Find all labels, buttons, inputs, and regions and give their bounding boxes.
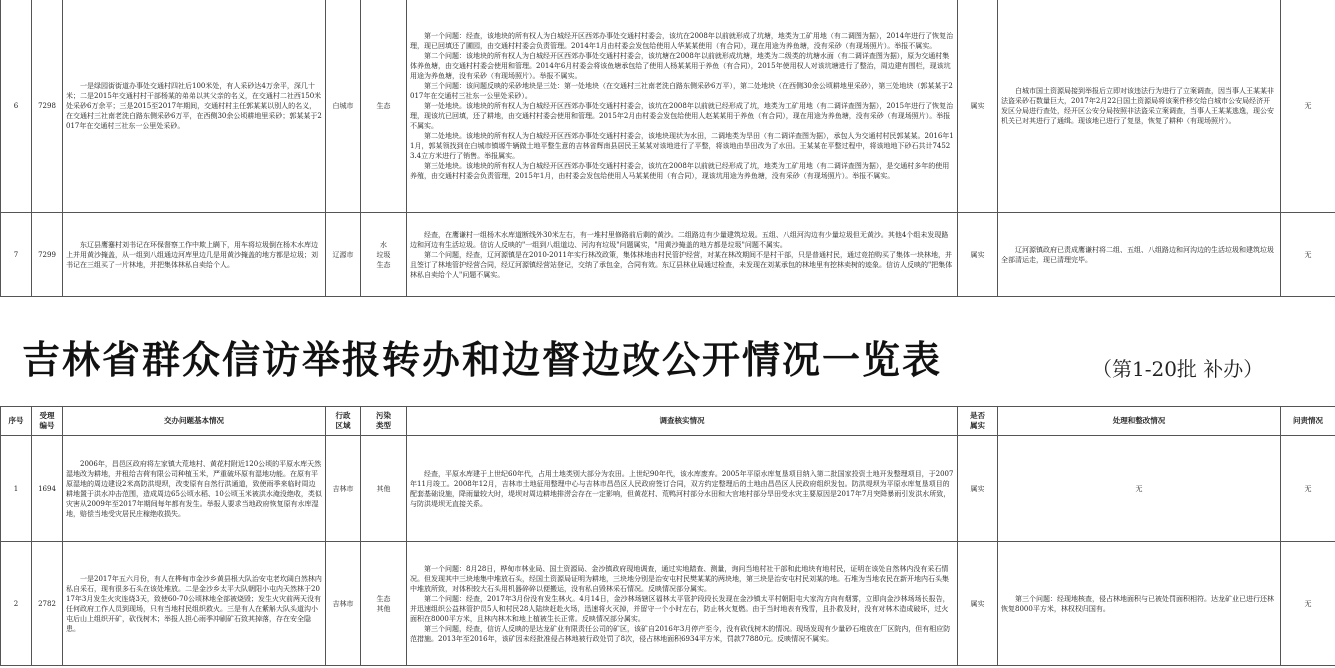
row-type: 其他 <box>361 436 407 542</box>
main-table <box>0 406 1335 666</box>
investigation-paragraph: 经查，平原水库建于上世纪60年代，占用土地类别大部分为农田。上世纪90年代，该水库废弃。2005年平原水库复垦项目纳入第二批国家投资土地开发整理项目，于2007年11月竣工。2008年12月，吉林市土地征用整理中心与吉林市昌邑区人民政府签订合同，双方约定整理后的土地由昌邑区人民政府组织发包。防洪堤坝为平原水库复垦项目的配套基础设施，降雨量较大时，堤坝对周边耕地排涝会存在一定影响，但黄花村、荒鸭河村部分水田和大官地村部分旱田受水灾主要原因是2017年7月突降暴雨引发洪水所致，与防洪堤坝无直接关系。 <box>410 469 954 508</box>
investigation-paragraph: 第三个问题：该问题反映的采砂地块是三处：第一处地块（在交通村三社南老洗白路东侧采砂6万平），第二处地块（在西侧30余公顷耕地里采砂），第三处地块（郭某某于2017年在交通村三社东一公里处采砂）。 <box>410 82 953 100</box>
row-verdict: 属实 <box>958 436 998 542</box>
row-handling: 无 <box>998 436 1281 542</box>
row-id: 7298 <box>32 0 63 213</box>
investigation-paragraph: 第一个问题：8月28日，桦甸市林业局、国土资源局、金沙镇政府现地调查，通过实地踏查、测量，询问当地村社干部和此地块有地村民，证明在该处自然林内没有采石情况。但发现其中三块地集中堆放石头，经国土资源局证明为耕地，三块地分别是治安屯村民樊某某的两块地，第三块是治安屯村民刘某的地。石堆为当地农民在新开地内石头集中堆放所致，对体积较大石头用机器碎碎以便搬运，没有私自毁林采石情况。反映情况部分属实。 <box>410 564 949 593</box>
table-row <box>1 542 1335 666</box>
row-seq: 1 <box>1 436 32 542</box>
header-seq: 序号 <box>1 407 32 436</box>
row-basic: 一是2017年五六月份，有人在桦甸市金沙乡黄县根大队治安屯老坎阔白然林内私自采石，现有很多石头在该处堆放。二是金沙乡太平大队朝阳小屯内天然林于2017年3月发生火灾连烧3天，致使60-70公顷林地全部被烧毁；发生火灾前两天没有任何政府工作人员到现场，只有当地村民组织救火。三是有人在紫斛大队头道沟小屯后山上组织开矿，砍伐树木；举报人担心雨季冲刷矿石致其掉落，存在安全隐患。 <box>63 542 326 666</box>
investigation-paragraph: 第二个问题，经查，辽河源镇是在2010-2011年实行林改政策，集体林地由村民管护经营，对某在林改期间不是村干部，只是普通村民，通过竞拍购买了集体一块林地，并且签订了林地管护经营合同，经辽河源镇经营站登记，交纳了承包金，合同有效。东辽县林业局通过检查，未发现在刘某承包的林地里有挖林卖树的迹象。信访人反映的"把集体林私自卖给个人"问题不属实。 <box>410 250 953 279</box>
header-investigation: 调查核实情况 <box>407 407 958 436</box>
row-investigation <box>407 436 958 542</box>
top-continuation-table <box>0 0 1335 297</box>
row-investigation <box>407 0 958 213</box>
row-seq: 7 <box>1 213 32 297</box>
row-handling: 辽河源镇政府已责成鹰谦村将二组、五组、八组路边和河沟边的生活垃圾和建筑垃圾全部清运走，现已清理完毕。 <box>998 213 1281 297</box>
table-row <box>1 436 1335 542</box>
table-row <box>1 213 1335 297</box>
header-id: 受理 编号 <box>32 407 63 436</box>
page-title: 吉林省群众信访举报转办和边督边改公开情况一览表 <box>22 338 943 382</box>
row-region: 吉林市 <box>326 542 361 666</box>
row-basic: 一是绿园街街道办事处交通村四社后100米处，有人采砂达4万余平，深几十米；二是2015年交通村村干部杨某的弟弟以其父亲的名义，在交通村二社西150米处采砂6万余平；三是2015至2017年期间，交通村村主任郭某某以别人的名义，在交通村三社南老洗白路东侧采砂6万平，在西侧30余公顷耕地里采砂；郭某某于2017年在交通村三社东一公里处采砂。 <box>63 0 326 213</box>
row-verdict: 属实 <box>958 0 998 213</box>
row-type: 水 垃圾 生态 <box>361 213 407 297</box>
row-accountability: 无 <box>1281 213 1335 297</box>
header-basic: 交办问题基本情况 <box>63 407 326 436</box>
row-id: 7299 <box>32 213 63 297</box>
row-id: 1694 <box>32 436 63 542</box>
investigation-paragraph: 第二处地块。该地块的所有权人为白城经开区西郊办事处交通村村委会，该地块现状为水田，二调地类为旱田（有二调详查图为据），承包人为交通村村民郭某某。2016年11月，郭某领找到在白城市镇塬牛辆做土地平整生意的吉林省辉南县居民王某某对该地进行了平整，将该地由旱田改为了水田。王某某在平整过程中，将该地地下砂石共计74523.4立方米进行了销售。举报属实。 <box>410 132 954 160</box>
row-handling: 白城市国土资源局接到举报后立即对该违法行为进行了立案调查，因当事人王某某非法盗采砂石数量巨大，2017年2月22日国土资源局将该案件移交给白城市公安局经济开发区分局进行查处，经开区公安分局按照非法盗采立案调查，当事人王某某逃逸，现公安机关已对其进行了通缉。现该地已进行了复垦，恢复了耕种（有现场照片）。 <box>998 0 1281 213</box>
row-region: 吉林市 <box>326 436 361 542</box>
row-seq: 6 <box>1 0 32 213</box>
row-accountability: 无 <box>1281 542 1335 666</box>
header-type: 污染 类型 <box>361 407 407 436</box>
row-accountability: 无 <box>1281 436 1335 542</box>
row-accountability: 无 <box>1281 0 1335 213</box>
row-handling: 第三个问题：经现地核查，侵占林地面积与已被处罚面积相符。达龙矿业已进行还林恢复8000平方米，林权权归国有。 <box>998 542 1281 666</box>
header-verdict: 是否 属实 <box>958 407 998 436</box>
table-row <box>1 0 1335 213</box>
row-region: 辽源市 <box>326 213 361 297</box>
row-id: 2782 <box>32 542 63 666</box>
header-accountability: 问责情况 <box>1281 407 1335 436</box>
row-verdict: 属实 <box>958 542 998 666</box>
row-region: 白城市 <box>326 0 361 213</box>
table-header-row <box>1 407 1335 436</box>
page-subtitle: （第1-20批 补办） <box>1092 357 1264 381</box>
row-seq: 2 <box>1 542 32 666</box>
investigation-paragraph: 第二个问题：该地块的所有权人为白城经开区西郊办事处交通村村委会，该坑塘在2008年以前就形成坑塘，地类为二级类的坑塘水面（有二调详查图为据），原为交通村集体养鱼塘，由交通村村委会使用和管理。2014年6月村委会将该鱼塘承包给了使用人杨某某用于养鱼（有合同），2015年使用权人对该坑塘进行了整治，周边建有围栏，现该坑用途为养鱼塘，没有采砂（有现场照片）。举报不属实。 <box>410 52 951 80</box>
header-handling: 处理和整改情况 <box>998 407 1281 436</box>
row-verdict: 属实 <box>958 213 998 297</box>
investigation-paragraph: 第一处地块。该地块的所有权人为白城经开区西郊办事处交通村村委会，该坑在2008年以前就已经形成了坑，地类为工矿用地（有二调详查图为据），2015年进行了恢复治理，现该坑已回填，还了耕地，由交通村村委会使用和管理。2015年2月由村委会发包给使用人赵某某用于养鱼（有合同），现在用途为养鱼塘，没有采砂（有现场照片）。举报不属实。 <box>410 102 954 130</box>
row-investigation <box>407 213 958 297</box>
row-basic: 东辽县鹰蹇村刘书记在环保督察工作中欺上瞒下，用车将垃圾倒在杨木水库边上并用黄沙掩盖，从一组到八组通边河库里边几是用黄沙掩盖的地方都是垃圾；刘书记在三组买了一片林地，并把集体林私自卖给个人。 <box>63 213 326 297</box>
row-type: 生态 其他 <box>361 542 407 666</box>
row-investigation <box>407 542 958 666</box>
row-type: 生态 <box>361 0 407 213</box>
investigation-paragraph: 第三个问题，经查，信访人反映的是达龙矿业有限责任公司的矿区，该矿自2016年3月停产至今，没有砍伐树木的情况。现场发现有少量砂石堆放在厂区院内，但有相应防范措施。2013年至2016年，该矿因未经批准侵占林地被行政处罚了8次，侵占林地面积6934平方米，罚款77880元。反映情况不属实。 <box>410 624 951 643</box>
investigation-paragraph: 第三处地块。该地块的所有权人为白城经开区西郊办事处交通村村委会，该坑在2008年以前就已经形成了坑，地类为工矿用地（有二调详查图为据），是交通村多年的使用养殖，由交通村村委会负责管理，2015年1月，由村委会发包给使用人马某某使用（有合同），现该坑用途为养鱼塘，没有采砂（有现场照片）。举报不属实。 <box>410 162 950 180</box>
investigation-paragraph: 第二个问题：经查，2017年3月份没有发生林火。4月14日，金沙林场辖区福林太平管护段段长发现在金沙镇太平村朝阳屯大家沟方向有烟雾，立即向金沙林场场长报告，并迅速组织公益林管护员5人和村民28人陆续赶赴火场，迅速将火灭掉，并留守一个小时左右，防止林火复燃。由于当时地表有残雪，且扑救及时，没有对林木造成破坏，过火面积在8000平方米，且林内林木和地上植被生长正常。反映情况部分属实。 <box>410 594 950 623</box>
investigation-paragraph: 第一个问题：经查，该地块的所有权人为白城经开区西郊办事处交通村村委会，该坑在2008年以前就形成了坑塘，地类为工矿用地（有二调图为据），2014年进行了恢复治理，现已回填还了圃园，由交通村村委会负责管理。2014年1月由村委会发包给使用人华某某使用（有合同），现在用途为养鱼塘，没有采砂（有现场照片）。举报不属实。 <box>410 32 954 50</box>
investigation-paragraph: 经查，在鹰谦村一组杨木水库道断线外30米左右，有一堆村里修路前后剩的黄沙。二组路边有少量建筑垃圾。五组、八组河沟边有少量垃圾但无黄沙。其他4个组未发现路边和河边有生活垃圾。信访人反映的"一组到八组道边、河沟有垃圾"问题属实，"用黄沙掩盖的地方都是垃圾"问题不属实。 <box>410 230 949 249</box>
row-basic: 2006年，昌邑区政府将左家镇大荒地村、黄花村附近120公顷的平原水库天然湿地改为耕地，并租给吉荷有限公司种植玉米，严重破坏原有湿地功能。在原有平原湿地的周边建设2米高防洪堤坝，改变原有自然行洪通道，致使雨季来临时周边耕地置于洪水冲击范围，造成周边65公顷水稻、10公顷玉米被洪水淹没绝收，类似灾害从2009年至2017年期间每年都有发生。举报人要求当地政府恢复原有水库湿地，赔偿当地受灾居民庄稼绝收损失。 <box>63 436 326 542</box>
header-region: 行政 区域 <box>326 407 361 436</box>
